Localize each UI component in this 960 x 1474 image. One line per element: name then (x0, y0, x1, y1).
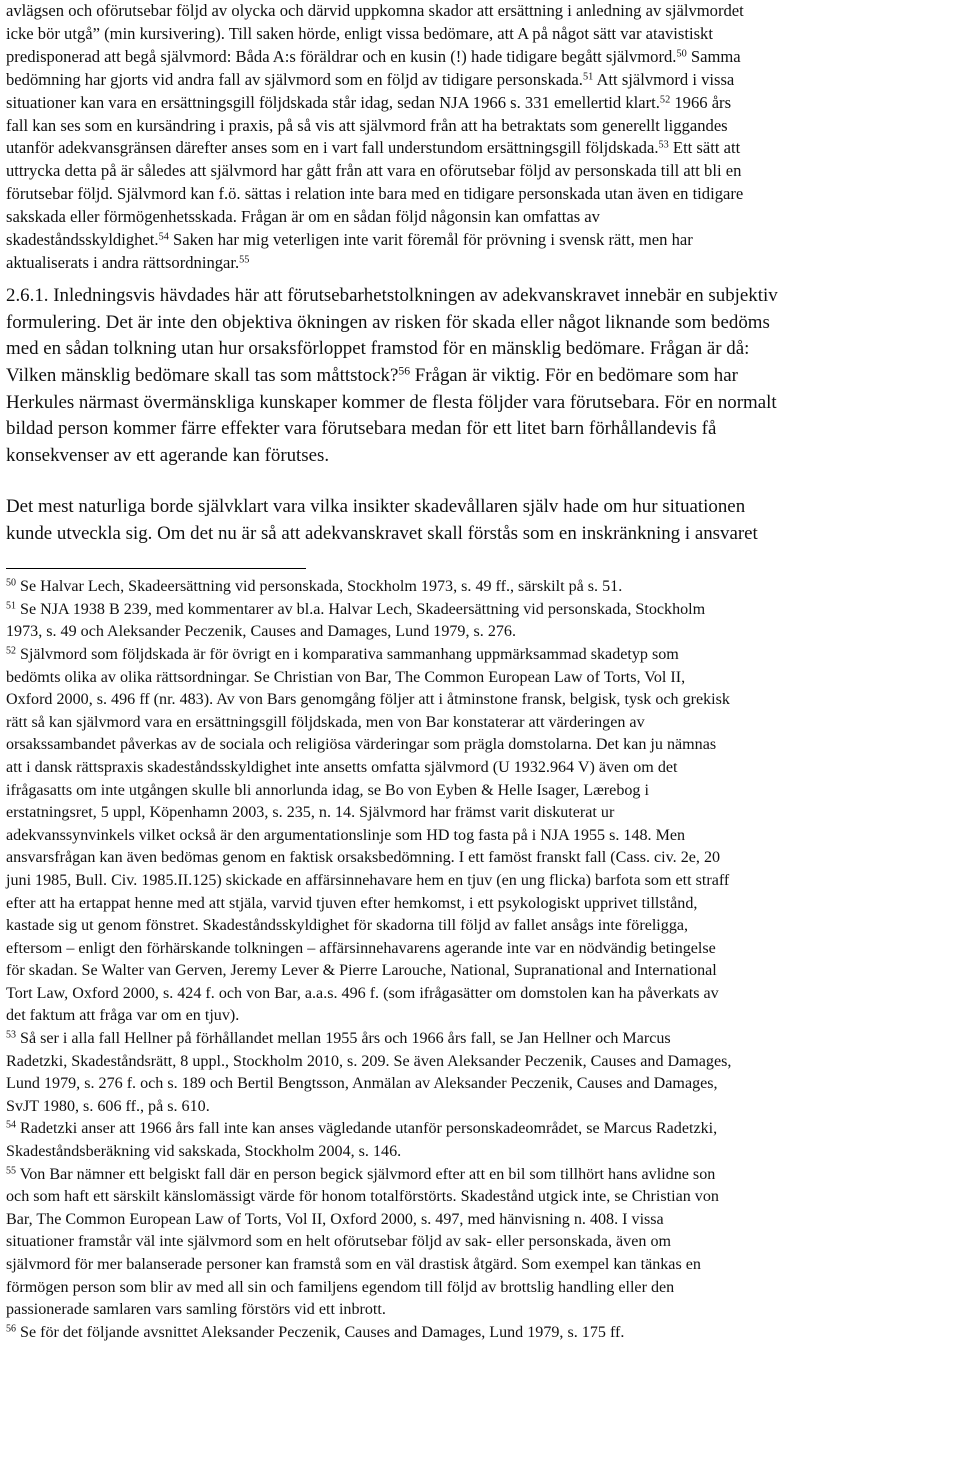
text-line (6, 183, 946, 206)
text-line (6, 229, 946, 252)
footnote-reference: 51 (582, 71, 594, 83)
footnote-line (6, 689, 946, 712)
line-text: ifrågasatts om inte utgången skulle bli annorlunda idag, se Bo von Eyben & Helle Isager, Lærebog i (6, 781, 649, 799)
line-text: sakskada eller förmögenhetsskada. Frågan är om en sådan följd någonsin kan omfattas av (6, 207, 600, 227)
footnote-line (6, 893, 946, 916)
footnote-line (6, 870, 946, 893)
text-line (6, 416, 946, 443)
footnote-reference: 50 (676, 48, 687, 60)
footnote-number: 51 (6, 600, 16, 612)
text-line (6, 252, 946, 275)
line-text: rätt så kan självmord vara en ersättningsgill följdskada, men von Bar konstaterar att värderingen av (6, 713, 645, 731)
line-text: Radetzki, Skadeståndsrätt, 8 uppl., Stockholm 2010, s. 209. Se även Aleksander Peczenik, Causes and Damages, (6, 1052, 732, 1070)
footnote-line (6, 1073, 946, 1096)
line-text: orsakssambandet påverkas av de sociala och religiösa värderingar som prägla domstolarna. Det kan ju nämnas (6, 736, 717, 754)
text-line (6, 69, 946, 92)
footnote-number: 56 (6, 1323, 16, 1335)
footnote-reference: 56 (398, 364, 411, 378)
footnote-number: 52 (6, 645, 16, 657)
line-text: Så ser i alla fall Hellner på förhållandet mellan 1955 års och 1966 års fall, se Jan Hellner och Marcus (15, 1030, 671, 1048)
text-line (6, 443, 946, 470)
footnote-line (6, 847, 946, 870)
line-text-continued: 1966 års (670, 92, 732, 112)
line-text: uttrycka detta på är således att självmord har gått från att vara en oförutsebar följd av personskada till att bli en (6, 161, 742, 181)
line-text: att i dansk rättspraxis skadeståndsskyldighet inte ansetts omfatta självmord (U 1932.964 V) även om det (6, 758, 678, 776)
footnote-line (6, 938, 946, 961)
line-text: förmögen person som blir av med all sin och familjens egendom till följd av brottslig handling eller den (6, 1278, 675, 1296)
line-text: 2.6.1. Inledningsvis hävdades här att förutsebarhetstolkningen av adekvanskravet innebär en subjektiv (6, 284, 778, 306)
footnote-line (6, 1231, 946, 1254)
line-text-continued: Frågan är viktig. För en bedömare som har (410, 364, 738, 386)
text-line (6, 336, 946, 363)
line-text: med en sådan tolkning utan hur orsaksförloppet framstod för en mänsklig bedömare. Frågan är då: (6, 338, 750, 360)
footnote-line (6, 1277, 946, 1300)
footnote-line (6, 1096, 946, 1119)
line-text: skadeståndsskyldighet. (6, 230, 159, 250)
line-text: 1973, s. 49 och Aleksander Peczenik, Causes and Damages, Lund 1979, s. 276. (6, 623, 516, 641)
text-line (6, 390, 946, 417)
text-line (6, 23, 946, 46)
footnote-separator (6, 568, 306, 569)
line-text-continued: Samma (686, 46, 741, 66)
text-line (6, 137, 946, 160)
paragraph-section-2-6-1 (6, 283, 946, 470)
footnote-number: 50 (6, 577, 16, 589)
line-text: Självmord som följdskada är för övrigt en i komparativa sammanhang uppmärksammad skadetyp som (15, 645, 679, 663)
footnote-reference: 55 (239, 254, 250, 266)
footnote-line (6, 983, 946, 1006)
footnote-line (6, 1164, 946, 1187)
line-text: utanför adekvansgränsen därefter anses som en i vart fall understundom ersättningsgill följdskada. (6, 138, 659, 158)
line-text: eftersom – enligt den förhärskande tolkningen – affärsinnehavarens agerande inte var en nödvändig betingelse (6, 939, 716, 957)
footnote-line (6, 1141, 946, 1164)
line-text: Radetzki anser att 1966 års fall inte kan anses vägledande utanför personskadeområdet, se Marcus Radetzki, (15, 1120, 718, 1138)
line-text: predisponerad att begå självmord: Båda A:s föräldrar och en kusin (!) hade tidigare begått självmord. (6, 46, 677, 66)
text-line (6, 283, 946, 310)
footnote-line (6, 915, 946, 938)
line-text: icke bör utgå” (min kursivering). Till saken hörde, enligt vissa bedömare, att A på något sätt var atavistiskt (6, 23, 713, 43)
footnote-line (6, 667, 946, 690)
line-text: erstatningsret, 5 uppl, Köpenhamn 2003, s. 235, n. 14. Självmord har främst varit diskuterat ur (6, 804, 615, 822)
line-text: för skadan. Se Walter van Gerven, Jeremy Lever & Pierre Larouche, National, Supranational and International (6, 962, 717, 980)
text-line (6, 521, 946, 548)
line-text: efter att ha ertappat henne med att stjäla, varvid tjuven efter hemkomst, i ett psykologiskt upprivet tillstånd, (6, 894, 698, 912)
line-text: Herkules närmast övermänskliga kunskaper kommer de flesta följder vara förutsebara. För en normalt (6, 391, 777, 413)
footnote-number: 54 (6, 1119, 16, 1131)
line-text: Vilken mänsklig bedömare skall tas som måttstock? (6, 364, 399, 386)
line-text: bedömts olika av olika rättsordningar. Se Christian von Bar, The Common European Law of Torts, Vol II, (6, 668, 686, 686)
footnote-line (6, 1028, 946, 1051)
line-text-continued: Saken har mig veterligen inte varit föremål för prövning i svensk rätt, men har (168, 230, 693, 250)
footnote-line (6, 712, 946, 735)
line-text: förutsebar följd. Självmord kan f.ö. sättas i relation inte bara med en tidigare personskada utan även en tidigare (6, 184, 744, 204)
footnote-reference: 54 (158, 231, 169, 243)
footnote-reference: 52 (659, 93, 671, 105)
text-line (6, 115, 946, 138)
line-text: passionerade samlaren vars samling förstörs vid ett inbrott. (6, 1301, 386, 1319)
footnote-line (6, 825, 946, 848)
text-line (6, 206, 946, 229)
line-text: Von Bar nämner ett belgiskt fall där en person begick självmord efter att en bil som tillhört hans avlidne son (15, 1165, 716, 1183)
footnote-line (6, 599, 946, 622)
document-page (6, 0, 946, 1344)
line-text: situationer framstår väl inte självmord som en helt oförutsebar följd av sak- eller personskada, även om (6, 1233, 672, 1251)
line-text: Lund 1979, s. 276 f. och s. 189 och Bertil Bengtsson, Anmälan av Aleksander Peczenik, Causes and Damages, (6, 1075, 718, 1093)
line-text: ansvarsfrågan kan även bedömas genom en faktisk orsaksbedömning. I ett famöst franskt fall (Cass. civ. 2e, 20 (6, 849, 721, 867)
footnote-line (6, 780, 946, 803)
text-line (6, 494, 946, 521)
line-text: bildad person kommer färre effekter vara förutsebara medan för ett litet barn förhållandevis få (6, 418, 717, 440)
line-text: Se för det följande avsnittet Aleksander Peczenik, Causes and Damages, Lund 1979, s. 175 ff. (15, 1323, 625, 1341)
text-line (6, 92, 946, 115)
line-text: Det mest naturliga borde självklart vara vilka insikter skadevållaren själv hade om hur situationen (6, 495, 746, 517)
line-text: Oxford 2000, s. 496 ff (nr. 483). Av von Bars genomgång följer att i åtminstone fransk, belgisk, tysk och grekisk (6, 691, 730, 709)
line-text: och som haft ett särskilt känslomässigt värde för honom totalförstörts. Skadestånd utgick inte, se Christian von (6, 1188, 719, 1206)
line-text-continued: Ett sätt att (668, 138, 741, 158)
footnote-line (6, 644, 946, 667)
line-text: fall kan ses som en kursändring i praxis, på så vis att självmord från att ha betraktats som generellt liggandes (6, 115, 728, 135)
line-text: Tort Law, Oxford 2000, s. 424 f. och von Bar, a.a.s. 496 f. (som ifrågasätter om domstolen kan ha påverkats av (6, 984, 719, 1002)
footnote-line (6, 960, 946, 983)
line-text: avlägsen och oförutsebar följd av olycka och därvid uppkomna skador att ersättning i anledning av självmordet (6, 1, 744, 20)
footnote-line (6, 1051, 946, 1074)
line-text: bedömning har gjorts vid andra fall av självmord som en följd av tidigare personskada. (6, 69, 583, 89)
footnote-line (6, 1299, 946, 1322)
line-text: juni 1985, Bull. Civ. 1985.II.125) skickade en affärsinnehavare hem en tjuv (en ung flicka) barfota som ett straff (6, 871, 730, 889)
line-text: adekvanssynvinkels vilket också är den argumentationslinje som HD tog fasta på i NJA 1955 s. 148. Men (6, 826, 686, 844)
text-line (6, 363, 946, 390)
text-line (6, 160, 946, 183)
paragraph-top (6, 0, 946, 275)
line-text: situationer kan vara en ersättningsgill följdskada står idag, sedan NJA 1966 s. 331 emellertid klart. (6, 92, 660, 112)
footnote-line (6, 1322, 946, 1345)
footnote-line (6, 757, 946, 780)
line-text: Bar, The Common European Law of Torts, Vol II, Oxford 2000, s. 497, med hänvisning n. 408. I vissa (6, 1210, 664, 1228)
line-text: Se NJA 1938 B 239, med kommentarer av bl.a. Halvar Lech, Skadeersättning vid personskada, Stockholm (15, 600, 706, 618)
line-text: självmord för mer balanserade personer kan framstå som en väl drastisk åtgärd. Som exempel kan tänkas en (6, 1256, 701, 1274)
footnote-number: 53 (6, 1029, 16, 1041)
footnote-line (6, 802, 946, 825)
footnote-line (6, 1186, 946, 1209)
footnotes (6, 576, 946, 1344)
line-text: konsekvenser av ett agerande kan förutses. (6, 445, 330, 467)
footnote-reference: 53 (658, 139, 669, 151)
paragraph-natural-assessor (6, 494, 946, 547)
text-line (6, 0, 946, 23)
text-line (6, 46, 946, 69)
footnote-line (6, 576, 946, 599)
footnote-line (6, 1254, 946, 1277)
line-text: det faktum att fråga var om en tjuv). (6, 1007, 240, 1025)
line-text: kastade sig ut genom fönstret. Skadeståndsskyldighet för skadorna till följd av fallet ansågs inte föreligga, (6, 917, 689, 935)
footnote-number: 55 (6, 1165, 16, 1177)
line-text-continued: Att självmord i vissa (593, 69, 735, 89)
footnote-line (6, 1209, 946, 1232)
line-text: SvJT 1980, s. 606 ff., på s. 610. (6, 1097, 210, 1115)
line-text: aktualiserats i andra rättsordningar. (6, 252, 240, 272)
footnote-line (6, 734, 946, 757)
footnote-line (6, 1118, 946, 1141)
text-line (6, 310, 946, 337)
footnote-line (6, 1005, 946, 1028)
line-text: formulering. Det är inte den objektiva ökningen av risken för skada eller något liknande som bedöms (6, 311, 770, 333)
line-text: Skadeståndsberäkning vid sakskada, Stockholm 2004, s. 146. (6, 1143, 402, 1161)
line-text: kunde utveckla sig. Om det nu är så att adekvanskravet skall förstås som en inskränkning i ansvaret (6, 522, 758, 544)
line-text: Se Halvar Lech, Skadeersättning vid personskada, Stockholm 1973, s. 49 ff., särskilt på s. 51. (15, 578, 623, 596)
footnote-line (6, 621, 946, 644)
